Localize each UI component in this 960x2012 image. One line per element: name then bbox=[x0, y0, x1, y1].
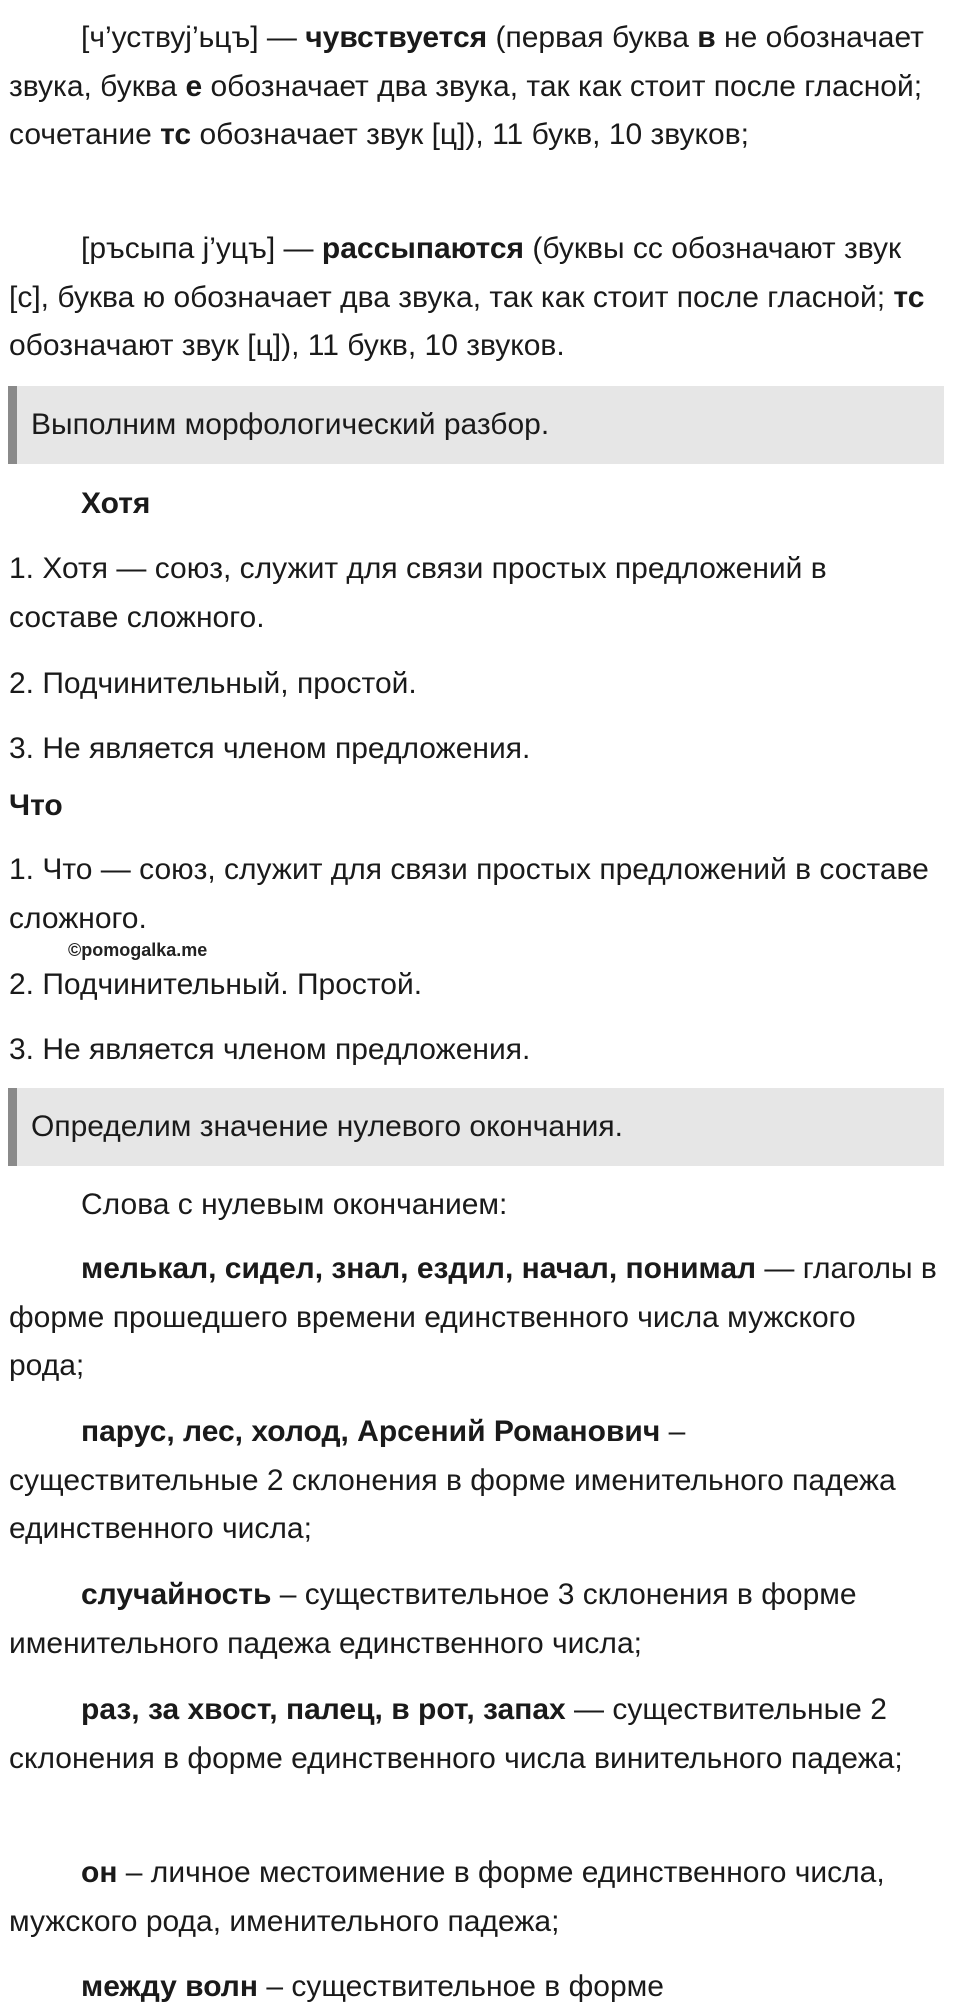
dash: — bbox=[258, 21, 306, 54]
transcription: [ч’уствуj’ьцъ] bbox=[81, 21, 259, 54]
bold-letters: тс bbox=[160, 118, 192, 151]
text: – существительное 3 склонения в форме именительного падежа единственного числа; bbox=[9, 1578, 857, 1660]
text: – существительные 2 склонения в форме именительного падежа единственного числа; bbox=[9, 1415, 896, 1545]
ending-item bbox=[9, 1571, 939, 1668]
text: – личное местоимение в форме единственного числа, мужского рода, именительного падежа; bbox=[9, 1856, 885, 1938]
text: обозначает два звука, так как стоит после гласной; сочетание bbox=[9, 69, 923, 151]
bold-words: он bbox=[81, 1856, 118, 1889]
bold-words: между волн bbox=[81, 1970, 258, 2003]
phonetic-paragraph-chuvstvuetsya bbox=[9, 14, 939, 160]
word-heading-chto: Что bbox=[9, 789, 63, 822]
text: (первая буква bbox=[487, 21, 698, 54]
section-heading: Выполним морфологический разбор. bbox=[31, 408, 550, 441]
bold-letters: тс bbox=[893, 280, 925, 314]
bold-letter: е bbox=[185, 69, 203, 103]
ending-section-bar bbox=[8, 1088, 944, 1166]
watermark: ©pomogalka.me bbox=[68, 940, 208, 960]
morph-line: 2. Подчинительный. Простой. bbox=[9, 968, 423, 1001]
ending-item bbox=[9, 1686, 939, 1783]
bold-letter: в bbox=[697, 21, 716, 54]
ending-item bbox=[9, 1245, 939, 1391]
analyzed-word: чувствуется bbox=[305, 21, 488, 54]
transcription: [ръсыпа j’уцъ] bbox=[81, 232, 276, 265]
bold-words: случайность bbox=[81, 1578, 272, 1611]
section-heading: Определим значение нулевого окончания. bbox=[31, 1110, 624, 1143]
bold-words: раз, за хвост, палец, в рот, запах bbox=[81, 1693, 566, 1726]
morph-section-bar bbox=[8, 386, 944, 464]
text: – существительное в форме bbox=[257, 1970, 664, 2003]
word-heading-khotya: Хотя bbox=[81, 487, 151, 520]
morph-line: 1. Хотя — союз, служит для связи простых предложений в составе сложного. bbox=[9, 552, 827, 634]
ending-item bbox=[9, 1963, 939, 2012]
ending-item bbox=[9, 1408, 939, 1554]
bold-words: мелькал, сидел, знал, ездил, начал, понимал bbox=[81, 1252, 757, 1285]
dash: — bbox=[275, 232, 322, 265]
morph-line: 3. Не является членом предложения. bbox=[9, 732, 531, 765]
phonetic-paragraph-rassypayutsya bbox=[9, 225, 939, 371]
morph-line: 1. Что — союз, служит для связи простых предложений в составе сложного. bbox=[9, 853, 929, 935]
text: не обозначает звука, буква bbox=[9, 21, 924, 103]
text: обозначают звук [ц]), 11 букв, 10 звуков. bbox=[9, 329, 565, 362]
text: (буквы сс обозначают звук [с], буква ю обозначает два звука, так как стоит после гласной; bbox=[9, 232, 902, 314]
text: обозначает звук [ц]), 11 букв, 10 звуков; bbox=[191, 118, 749, 151]
analyzed-word: рассыпаются bbox=[321, 232, 525, 265]
ending-item bbox=[9, 1849, 939, 1946]
bold-words: парус, лес, холод, Арсений Романович bbox=[81, 1415, 661, 1448]
morph-line: 2. Подчинительный, простой. bbox=[9, 667, 417, 700]
morph-line: 3. Не является членом предложения. bbox=[9, 1033, 531, 1066]
ending-intro: Слова с нулевым окончанием: bbox=[81, 1188, 508, 1221]
text: — глаголы в форме прошедшего времени единственного числа мужского рода; bbox=[9, 1252, 937, 1382]
text: — существительные 2 склонения в форме единственного числа винительного падежа; bbox=[9, 1693, 903, 1775]
